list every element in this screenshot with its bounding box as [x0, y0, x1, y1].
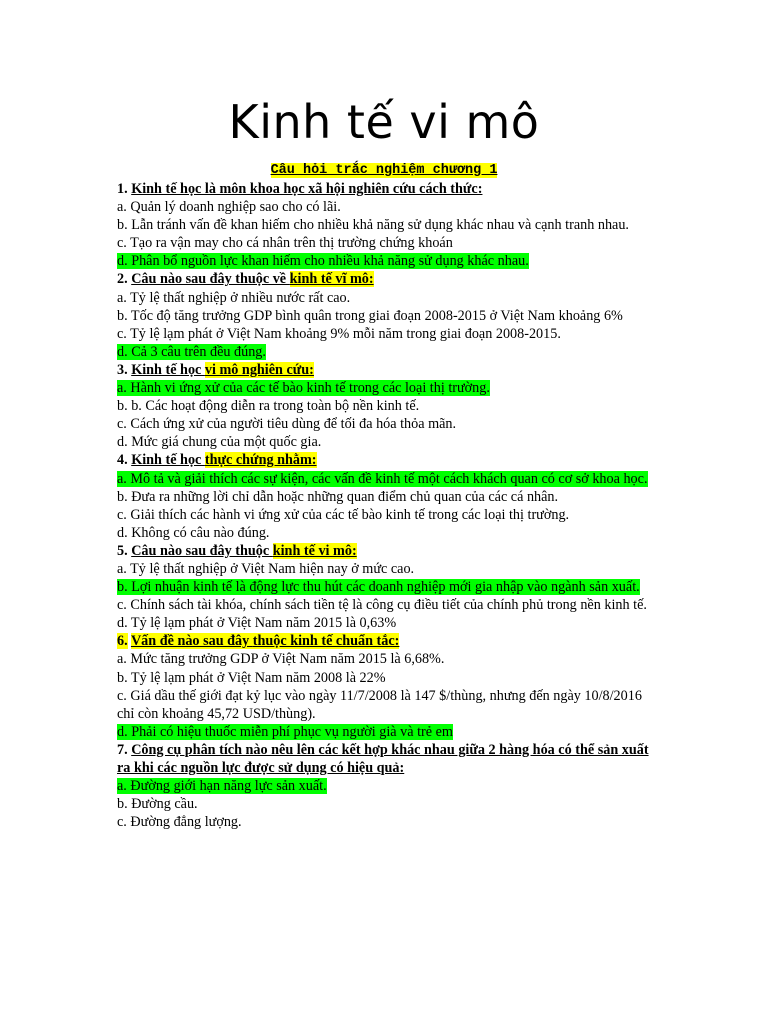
question-4 [117, 451, 657, 469]
option-1d-answer [117, 252, 657, 270]
question-stem: Công cụ phân tích nào nêu lên các kết hợp khác nhau giữa 2 hàng hóa có thể sản xuất ra khi các nguồn lực được sử dụng có hiệu quả: [117, 741, 649, 776]
option-3b: b. b. Các hoạt động diễn ra trong toàn bộ nền kinh tế. [117, 398, 420, 415]
question-number: 2. [117, 271, 128, 288]
question-7 [117, 741, 657, 777]
question-stem: Kinh tế học [131, 361, 205, 378]
option-5a: a. Tỷ lệ thất nghiệp ở Việt Nam hiện nay ở mức cao. [117, 560, 415, 577]
question-number: 7. [117, 741, 128, 758]
question-list [117, 180, 657, 831]
answer-highlight: a. Đường giới hạn năng lực sản xuất. [117, 778, 327, 795]
option-6b: b. Tỷ lệ lạm phát ở Việt Nam năm 2008 là 22% [117, 669, 386, 686]
option-5b-answer [117, 578, 657, 596]
option-4b: b. Đưa ra những lời chỉ dẫn hoặc những quan điểm chủ quan của các cá nhân. [117, 488, 559, 505]
option-1b: b. Lẫn tránh vấn đề khan hiếm cho nhiều khả năng sử dụng khác nhau và cạnh tranh nhau. [117, 217, 629, 234]
option-7b: b. Đường cầu. [117, 796, 198, 813]
question-2 [117, 270, 657, 288]
answer-highlight: d. Phân bổ nguồn lực khan hiếm cho nhiều khả năng sử dụng khác nhau. [117, 253, 529, 270]
question-number: 6. [117, 633, 128, 650]
question-3 [117, 361, 657, 379]
question-number: 5. [117, 542, 128, 559]
question-stem: Vấn đề nào sau đây [130, 633, 253, 650]
question-stem-highlight: thuộc kinh tế chuẩn tắc: [252, 633, 400, 650]
question-stem: Kinh tế học [131, 452, 205, 469]
answer-highlight: d. Phải có hiệu thuốc miễn phí phục vụ người già và trẻ em [117, 723, 453, 740]
option-6a: a. Mức tăng trưởng GDP ở Việt Nam năm 2015 là 6,68%. [117, 651, 445, 668]
question-6 [117, 632, 657, 650]
option-6c: c. Giá dầu thế giới đạt kỷ lục vào ngày 11/7/2008 là 147 $/thùng, nhưng đến ngày 10/8/2016 chỉ còn khoảng 45,72 USD/thùng). [117, 687, 642, 722]
option-2b: b. Tốc độ tăng trưởng GDP bình quân trong giai đoạn 2008-2015 ở Việt Nam khoảng 6% [117, 307, 623, 324]
option-5d: d. Tỷ lệ lạm phát ở Việt Nam năm 2015 là 0,63% [117, 615, 397, 632]
option-2a: a. Tỷ lệ thất nghiệp ở nhiều nước rất cao. [117, 289, 351, 306]
document-subtitle [0, 162, 768, 180]
option-4a-answer [117, 470, 657, 488]
option-4d: d. Không có câu nào đúng. [117, 524, 270, 541]
option-7a-answer [117, 777, 657, 795]
question-stem: Kinh tế học là môn khoa học xã hội nghiên cứu cách thức: [131, 181, 483, 197]
answer-highlight: a. Mô tả và giải thích các sự kiện, các vấn đề kinh tế một cách khách quan có cơ sở khoa học. [117, 470, 648, 487]
option-3d: d. Mức giá chung của một quốc gia. [117, 434, 322, 451]
option-5c: c. Chính sách tài khóa, chính sách tiền tệ là công cụ điều tiết của chính phủ trong nền kinh tế. [117, 597, 647, 614]
question-stem-highlight: thực chứng nhằm: [204, 452, 317, 469]
option-2c: c. Tỷ lệ lạm phát ở Việt Nam khoảng 9% mỗi năm trong giai đoạn 2008-2015. [117, 325, 561, 342]
question-stem: Câu nào sau đây thuộc về [131, 271, 290, 288]
option-7c: c. Đường đẳng lượng. [117, 814, 242, 831]
subtitle-text: Câu hỏi trắc nghiệm chương 1 [270, 163, 498, 178]
answer-highlight: d. Cả 3 câu trên đều đúng. [117, 343, 266, 360]
option-2d-answer [117, 343, 657, 361]
option-6d-answer [117, 723, 657, 741]
answer-highlight: a. Hành vi ứng xử của các tế bào kinh tế trong các loại thị trường. [117, 380, 490, 397]
option-1c: c. Tạo ra vận may cho cá nhân trên thị trường chứng khoán [117, 235, 453, 252]
question-stem: Câu nào sau đây thuộc [131, 542, 273, 559]
option-3c: c. Cách ứng xử của người tiêu dùng để tối đa hóa thỏa mãn. [117, 416, 457, 433]
option-4c: c. Giải thích các hành vi ứng xử của các tế bào kinh tế trong các loại thị trường. [117, 506, 570, 523]
question-stem-highlight: vi mô nghiên cứu: [204, 361, 314, 378]
option-1a: a. Quản lý doanh nghiệp sao cho có lãi. [117, 199, 341, 216]
question-number: 4. [117, 452, 128, 469]
question-number: 1. [117, 181, 128, 197]
option-3a-answer [117, 379, 657, 397]
question-stem-highlight: kinh tế vi mô: [272, 542, 357, 559]
question-number: 3. [117, 361, 128, 378]
question-stem-highlight: kinh tế vĩ mô: [289, 271, 374, 288]
question-5 [117, 542, 657, 560]
document-title: Kinh tế vi mô [228, 95, 540, 149]
answer-highlight: b. Lợi nhuận kinh tế là động lực thu hút các doanh nghiệp mới gia nhập vào ngành sản xuất. [117, 579, 640, 596]
question-1 [117, 180, 657, 198]
